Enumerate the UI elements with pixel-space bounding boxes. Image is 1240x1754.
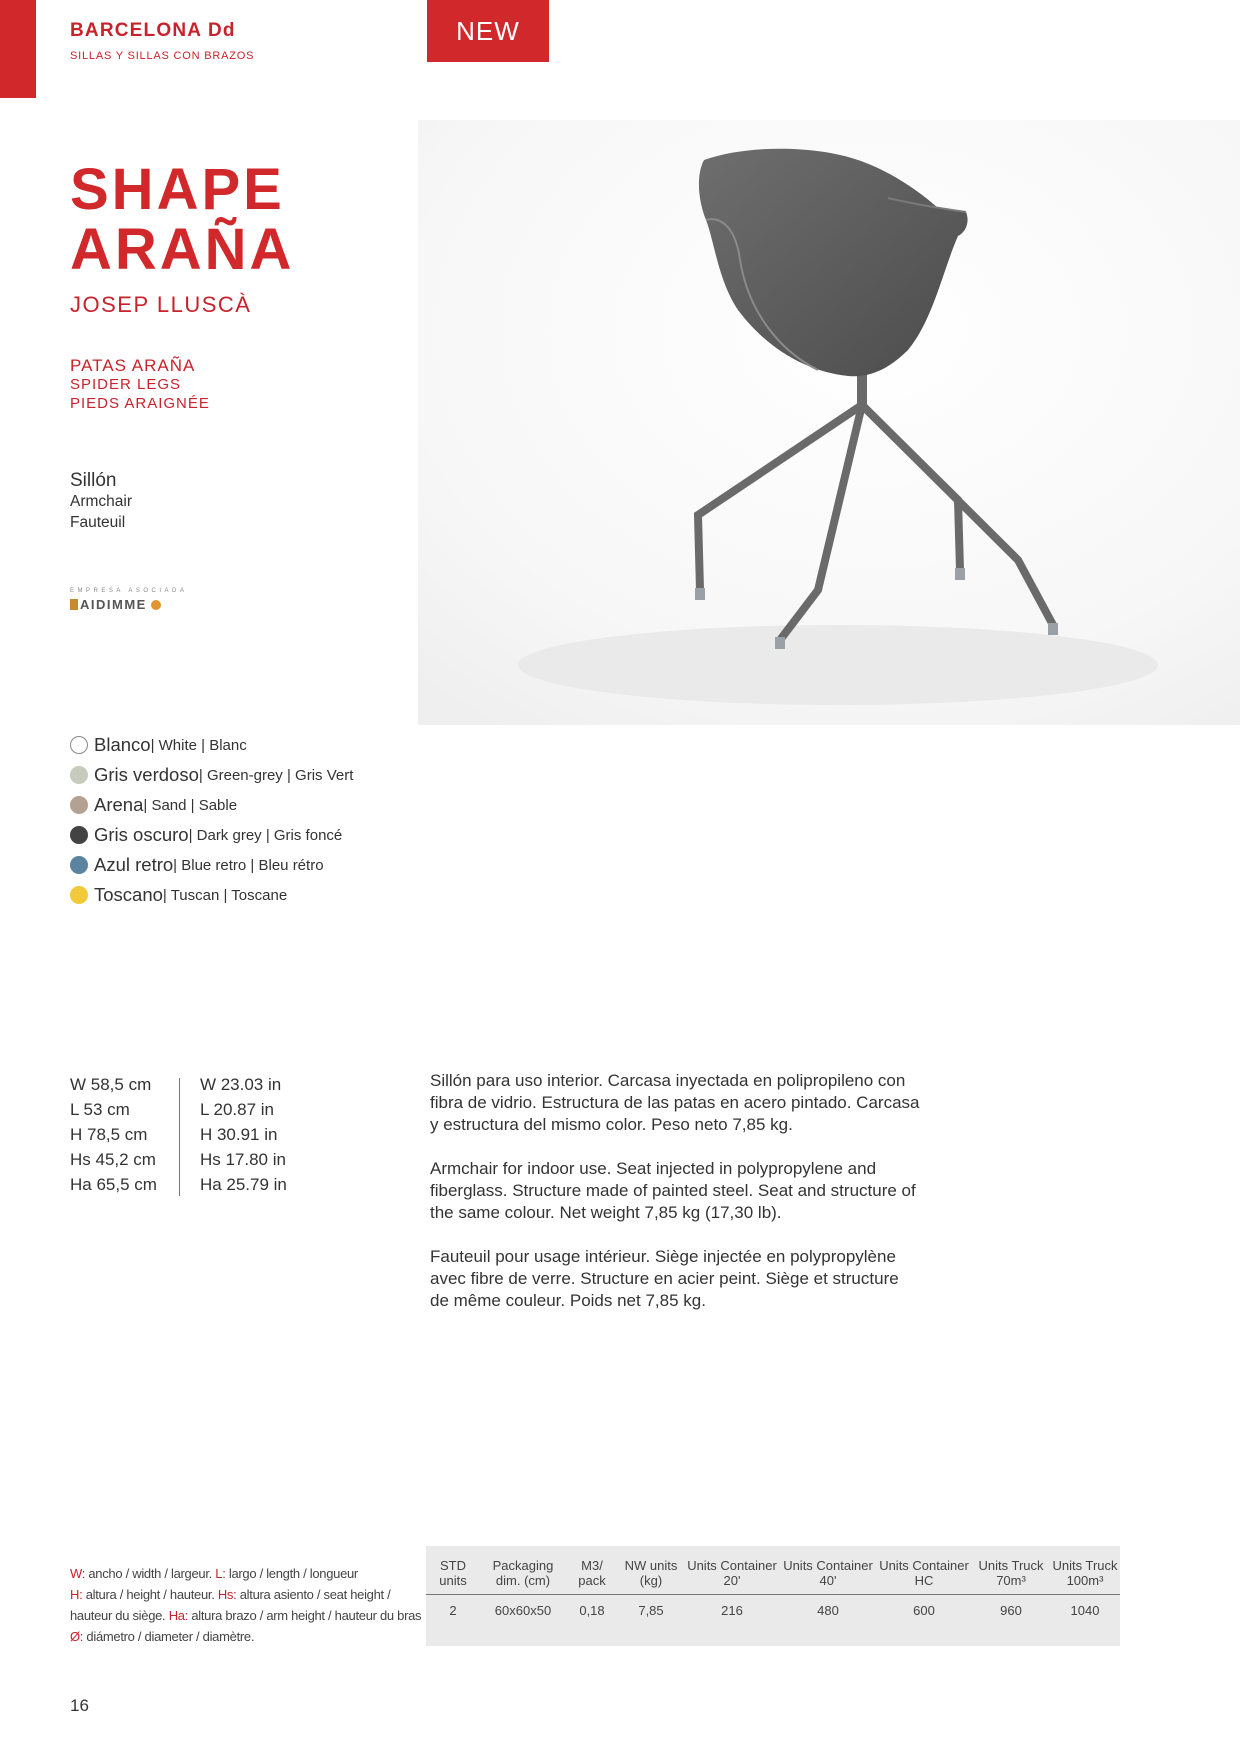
product-title-line1: SHAPE <box>70 157 285 222</box>
product-type-fr: Fauteuil <box>70 514 126 531</box>
association-name: AIDIMME <box>80 597 147 612</box>
table-header: Units Container HC <box>876 1546 972 1595</box>
catalog-section: SILLAS Y SILLAS CON BRAZOS <box>70 50 255 62</box>
table-header: STD units <box>426 1546 480 1595</box>
product-description <box>430 1070 920 1334</box>
table-cell: 480 <box>817 1603 839 1618</box>
product-type-en: Armchair <box>70 493 133 510</box>
table-cell: 600 <box>913 1603 935 1618</box>
table-cell: 1040 <box>1070 1603 1100 1618</box>
description-en: Armchair for indoor use. Seat injected in polypropylene and fiberglass. Structure made of painted steel. Seat and structure of the same colour. Net weight 7,85 kg (17,30 lb). <box>430 1159 916 1222</box>
brand-name: BARCELONA Dd <box>70 20 236 41</box>
table-cell: 216 <box>721 1603 743 1618</box>
dimensions-in: W 23.03 in L 20.87 in H 30.91 in Hs 17.80 in Ha 25.79 in <box>199 1075 287 1194</box>
swatch-dark-grey <box>70 826 88 844</box>
product-photo <box>418 120 1240 725</box>
header-red-bar <box>0 0 36 98</box>
table-header: M3/ pack <box>566 1546 618 1595</box>
swatch-white <box>70 736 88 754</box>
color-option: Azul retro | Blue retro | Bleu rétro <box>70 850 353 880</box>
dimension-legend: W: ancho / width / largeur. L: largo / length / longueur H: altura / height / hauteur. Hs: altura asiento / seat height / hauteur du siège. Ha: altura brazo / arm height / hauteur du bras Ø: diámetro / diameter / diamètre. <box>70 1566 422 1644</box>
color-option: Arena | Sand | Sable <box>70 790 353 820</box>
color-options <box>70 730 353 910</box>
table-header-row <box>426 1546 1120 1595</box>
product-title-line2: ARAÑA <box>70 217 295 282</box>
description-es: Sillón para uso interior. Carcasa inyectada en polipropileno con fibra de vidrio. Estructura de las patas en acero pintado. Carcasa y estructura del mismo color. Peso neto 7,85 kg. <box>430 1071 920 1134</box>
legs-en: SPIDER LEGS <box>70 376 182 393</box>
packaging-table <box>426 1546 1120 1646</box>
new-badge: NEW <box>427 0 549 62</box>
swatch-blue-retro <box>70 856 88 874</box>
color-option: Gris verdoso | Green-grey | Gris Vert <box>70 760 353 790</box>
table-header: Units Truck 100m³ <box>1050 1546 1120 1595</box>
table-cell: 7,85 <box>638 1603 664 1618</box>
table-cell: 60x60x50 <box>494 1603 552 1618</box>
legs-es: PATAS ARAÑA <box>70 356 196 375</box>
table-header: NW units (kg) <box>618 1546 684 1595</box>
page-number: 16 <box>70 1696 89 1715</box>
logo-square-icon <box>70 599 78 610</box>
swatch-green-grey <box>70 766 88 784</box>
table-row <box>426 1595 1120 1627</box>
product-type <box>70 470 132 533</box>
swatch-sand <box>70 796 88 814</box>
color-option: Blanco | White | Blanc <box>70 730 353 760</box>
color-option: Toscano | Tuscan | Toscane <box>70 880 353 910</box>
table-cell: 0,18 <box>579 1603 605 1618</box>
swatch-tuscan <box>70 886 88 904</box>
aidimme-logo <box>70 588 230 612</box>
logo-dot-icon <box>151 600 161 610</box>
table-header: Units Container 20' <box>684 1546 780 1595</box>
designer-name: JOSEP LLUSCÀ <box>70 292 252 317</box>
table-cell: 960 <box>1000 1603 1022 1618</box>
color-option: Gris oscuro | Dark grey | Gris foncé <box>70 820 353 850</box>
legs-type <box>70 356 210 413</box>
dimensions-divider <box>179 1078 180 1196</box>
product-title <box>70 157 295 282</box>
description-fr: Fauteuil pour usage intérieur. Siège injectée en polypropylène avec fibre de verre. Structure en acier peint. Siège et structure de même couleur. Poids net 7,85 kg. <box>430 1247 899 1310</box>
product-type-es: Sillón <box>70 470 117 491</box>
associate-caption: EMPRESA ASOCIADA <box>70 588 188 594</box>
table-cell: 2 <box>449 1603 457 1618</box>
dimensions <box>70 1072 287 1197</box>
table-header: Packaging dim. (cm) <box>480 1546 566 1595</box>
dimensions-cm: W 58,5 cm L 53 cm H 78,5 cm Hs 45,2 cm Ha 65,5 cm <box>70 1075 157 1194</box>
legs-fr: PIEDS ARAIGNÉE <box>70 395 210 412</box>
table-header: Units Container 40' <box>780 1546 876 1595</box>
table-header: Units Truck 70m³ <box>972 1546 1050 1595</box>
